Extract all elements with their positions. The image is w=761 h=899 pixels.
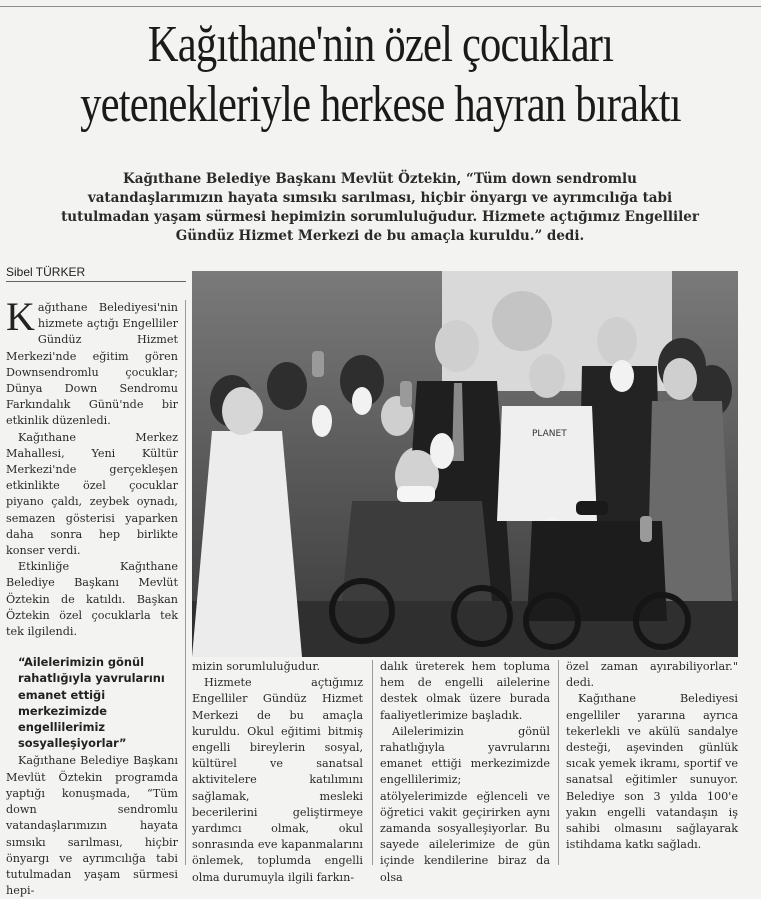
byline: Sibel TÜRKER — [6, 265, 86, 279]
col3-paragraph-2: Ailelerimizin gönül rahatlığıyla yavrularını emanet ettiği merkezimizde engellilerimiz; atölyelerimizde eğlenceli ve öğretici vakit geçirirken aynı zamanda sosyalleşiyorlar. Bu sayede ailelerimize de gün içinde kendilerine biraz da olsa — [380, 724, 550, 884]
lead-paragraph: Kağıthane Belediye Başkanı Mevlüt Öztekin, “Tüm down sendromlu vatandaşlarımızın hayata sımsıkı sarılması, hiçbir önyargı ve ayrımcılığa tabi tutulmadan yaşam sürmesi hepimizin sorumluluğudur. Hizmete açtığımız Engelliler Gündüz Hizmet Merkezi de bu amaçla kuruldu.” dedi. — [61, 171, 699, 244]
col4-paragraph-2: Kağıthane Belediyesi engelliler yararına ayrıca tekerlekli ve akülü sandalye desteği, aşevinden günlük sıcak yemek ikramı, sportif ve sanatsal eğitimler sunuyor. Belediye son 3 yılda 100'e yakın engelli vatandaşın iş sahibi olmasını sağlayarak istihdama katkı sağladı. — [566, 692, 738, 852]
col4-paragraph-1: özel zaman ayırabiliyorlar." dedi. — [566, 660, 738, 690]
drop-cap: K — [6, 294, 35, 339]
event-photo — [192, 271, 738, 657]
col1-paragraph-3: Etkinliğe Kağıthane Belediye Başkanı Mevlüt Öztekin de katıldı. Başkan Öztekin özel çocuklarla tek tek ilgilendi. — [6, 560, 178, 639]
column-4 — [566, 659, 738, 853]
event-photo-illustration — [192, 271, 738, 657]
pull-quote: “Ailelerimizin gönül rahatlığıyla yavrularını emanet ettiği merkezimizde engellilerimiz sosyalleşiyorlar” — [18, 655, 165, 751]
shirt-text: PLANET — [532, 429, 567, 439]
column-1 — [6, 294, 178, 899]
column-3 — [380, 659, 550, 886]
byline-rule — [6, 281, 186, 282]
headline-line-2: yetenekleriyle herkese hayran bıraktı — [80, 76, 681, 133]
col2-paragraph-1: mizin sorumluluğudur. — [192, 660, 321, 673]
headline-line-1: Kağıthane'nin özel çocukları — [147, 16, 614, 73]
column-divider-1 — [185, 300, 186, 865]
top-rule — [0, 6, 761, 7]
col2-paragraph-2: Hizmete açtığımız Engelliler Gündüz Hizmet Merkezi de bu amaçla kuruldu. Okul eğitimi bitmiş engelli bireylerin sosyal, kültürel ve sanatsal aktivitelere katılımını sağlamak, mesleki becerilerini geliştirmeye yardımcı olmak, okul sonrasında eve kapanmalarını önlemek, toplumda engelli olma durumuyla ilgili farkın- — [192, 676, 363, 884]
col1-paragraph-1-text: ağıthane Belediyesi'nin hizmete açtığı Engelliler Gündüz Hizmet Merkezi'nde eğitim gören Downsendromlu çocuklar; Dünya Down Sendromu Farkındalık Günü'nde bir etkinlik düzenledi. — [6, 301, 178, 428]
col1-paragraph-2: Kağıthane Merkez Mahallesi, Yeni Kültür Merkezi'nde gerçekleşen etkinlikte özel çocuklar piyano çaldı, zeybek oynadı, semazen gösterisi yaparken daha sonra hep birlikte konser verdi. — [6, 430, 178, 558]
column-2 — [192, 659, 363, 886]
headline — [68, 15, 692, 135]
column-divider-2 — [372, 660, 373, 865]
col3-paragraph-1: dalık üreterek hem topluma hem de engelli ailelerine destek olmak üzere burada faaliyetlerimize başladık. — [380, 660, 550, 722]
col1-paragraph-1 — [6, 294, 178, 430]
column-divider-3 — [558, 660, 559, 865]
col1-paragraph-4: Kağıthane Belediye Başkanı Mevlüt Öztekin programda yaptığı konuşmada, “Tüm down sendromlu vatandaşlarımızın hayata sımsıkı sarılması, hiçbir önyargı ve ayrımcılığa tabi tutulmadan yaşam sürmesi hepi- — [6, 754, 178, 898]
